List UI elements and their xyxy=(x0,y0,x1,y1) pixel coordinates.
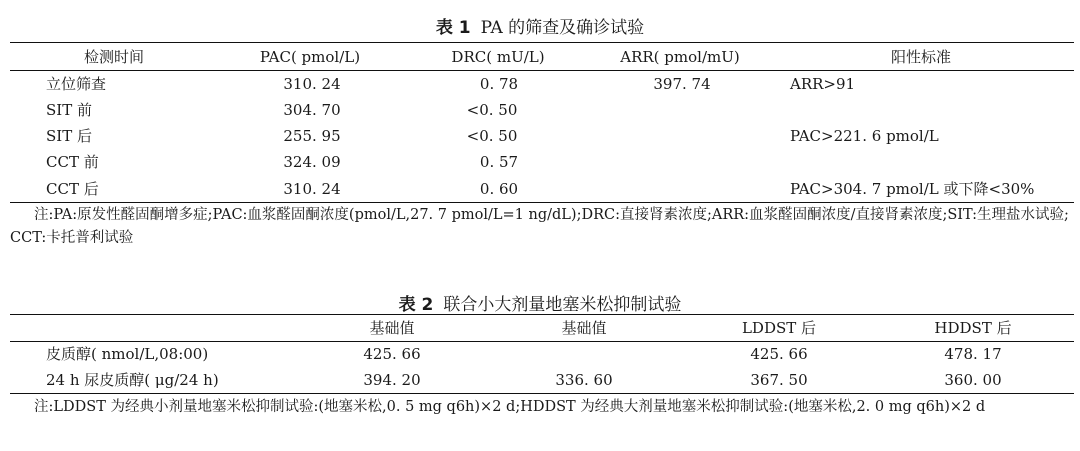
table2-row2-label: 24 h 尿皮质醇( μg/24 h) xyxy=(46,371,219,389)
table2-title xyxy=(0,290,1080,315)
table1-header-time: 检测时间 xyxy=(83,48,145,66)
table2-top-rule xyxy=(10,314,1074,315)
table2-row1-lddst: 425. 66 xyxy=(750,345,808,363)
table2-header-hddst: HDDST 后 xyxy=(934,319,1012,337)
table1-row1-time: 立位筛查 xyxy=(46,75,107,93)
table1-row1-pac: 310. 24 xyxy=(283,75,341,93)
table2-bottom-rule xyxy=(10,393,1074,394)
table1-row4-pac: 324. 09 xyxy=(283,153,341,171)
table2-row2-hddst: 360. 00 xyxy=(944,371,1002,389)
table1-title xyxy=(0,13,1080,38)
table1-row5-criteria: PAC>304. 7 pmol/L 或下降<30% xyxy=(790,180,1035,198)
table2-header-rule xyxy=(10,341,1074,342)
table1-bottom-rule xyxy=(10,202,1074,203)
table1-header-drc: DRC( mU/L) xyxy=(451,48,545,66)
table1-row1-drc: 0. 78 xyxy=(479,75,519,93)
table2-row1-hddst: 478. 17 xyxy=(944,345,1002,363)
table1-header-rule xyxy=(10,70,1074,71)
table1-note: 注:PA:原发性醛固酮增多症;PAC:血浆醛固酮浓度(pmol/L,27. 7 pmol/L=1 ng/dL);DRC:直接肾素浓度;ARR:血浆醛固酮浓度/直接肾素浓度;SIT:生理盐水试验;CCT:卡托普利试验 xyxy=(10,207,1069,246)
table2-row2-baseline-2: 336. 60 xyxy=(555,371,613,389)
table1-row5-drc: 0. 60 xyxy=(479,180,519,198)
table2-row1-label: 皮质醇( nmol/L,08:00) xyxy=(46,345,209,363)
table2-row2-baseline-1: 394. 20 xyxy=(363,371,421,389)
table1-row2-pac: 304. 70 xyxy=(283,101,341,119)
table1-top-rule xyxy=(10,42,1074,43)
table1-row5-pac: 310. 24 xyxy=(283,180,341,198)
table1-row4-drc: 0. 57 xyxy=(479,153,519,171)
table2-header-baseline-2: 基础值 xyxy=(561,319,607,337)
table1-row3-drc: <0. 50 xyxy=(466,127,518,145)
table1-header-pac: PAC( pmol/L) xyxy=(259,48,361,66)
table2-caption: 联合小大剂量地塞米松抑制试验 xyxy=(443,295,682,315)
table2-header-lddst: LDDST 后 xyxy=(741,319,817,337)
table1-row3-pac: 255. 95 xyxy=(283,127,341,145)
table1-row2-drc: <0. 50 xyxy=(466,101,518,119)
table1-row1-arr: 397. 74 xyxy=(653,75,711,93)
table1-row5-time: CCT 后 xyxy=(46,180,99,198)
table1-number: 表 1 xyxy=(435,18,471,38)
table2-note: 注:LDDST 为经典小剂量地塞米松抑制试验:(地塞米松,0. 5 mg q6h)×2 d;HDDST 为经典大剂量地塞米松抑制试验:(地塞米松,2. 0 mg q6h)×2 d xyxy=(34,399,986,415)
table2-row2-lddst: 367. 50 xyxy=(750,371,808,389)
table1-row3-criteria: PAC>221. 6 pmol/L xyxy=(790,127,939,145)
table1-row4-time: CCT 前 xyxy=(46,153,99,171)
table2-header-baseline-1: 基础值 xyxy=(369,319,415,337)
table1-row3-time: SIT 后 xyxy=(46,127,92,145)
table2-number: 表 2 xyxy=(398,295,434,315)
table1-header-arr: ARR( pmol/mU) xyxy=(620,48,740,66)
table1-row2-time: SIT 前 xyxy=(46,101,92,119)
table2-row1-baseline-1: 425. 66 xyxy=(363,345,421,363)
table1-caption: PA 的筛查及确诊试验 xyxy=(480,18,645,38)
table1-header-criteria: 阳性标准 xyxy=(890,48,952,66)
table1-row1-criteria: ARR>91 xyxy=(790,75,856,93)
